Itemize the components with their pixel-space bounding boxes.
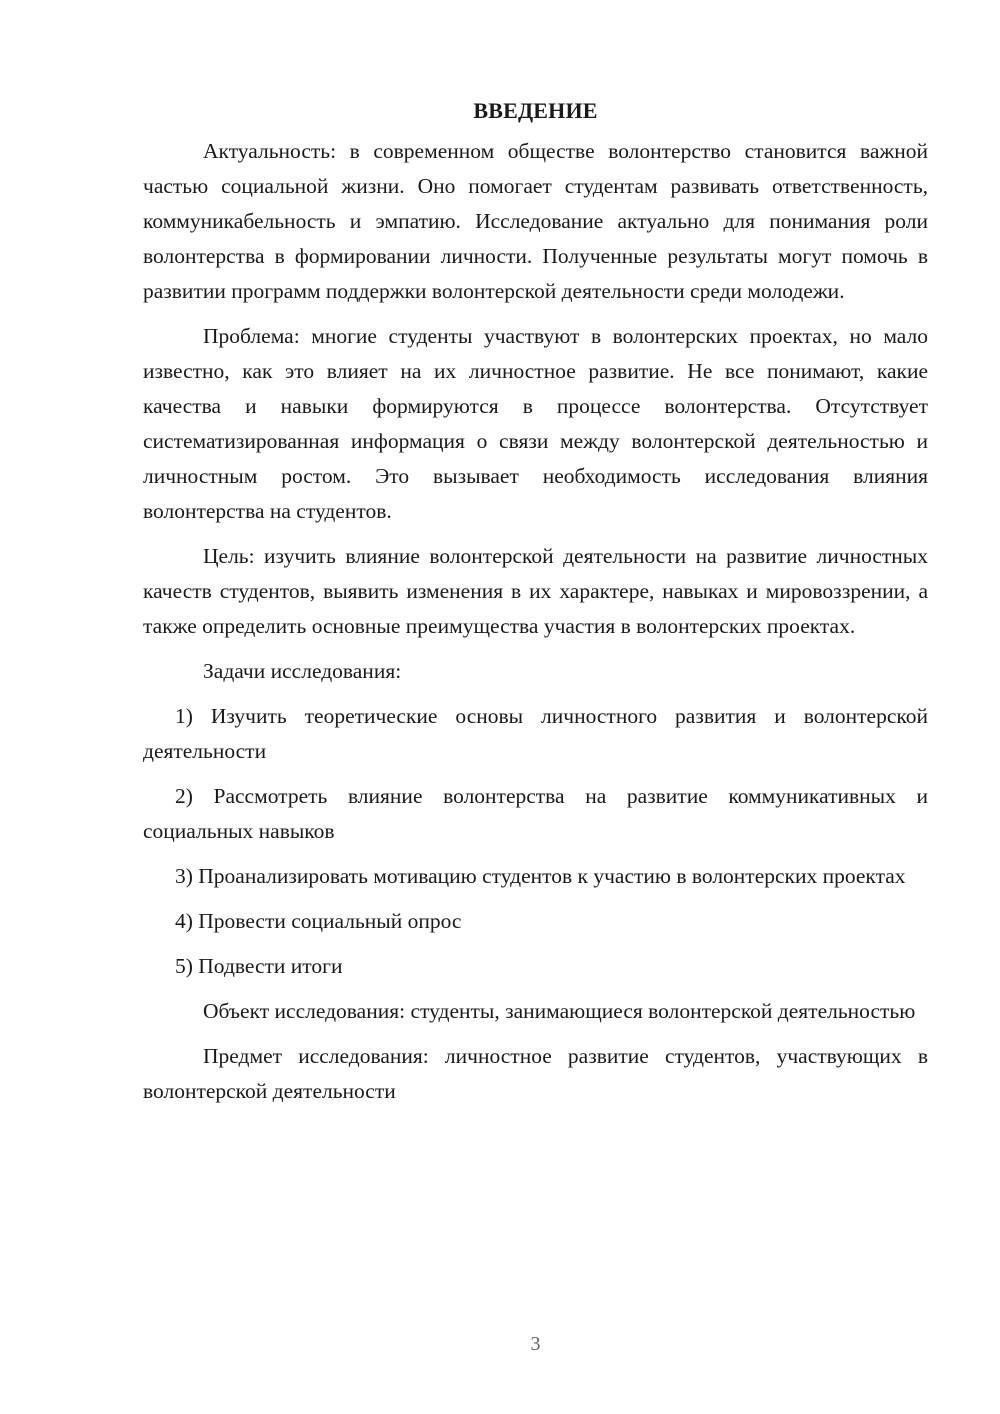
task-item-3: 3) Проанализировать мотивацию студентов к участию в волонтерских проектах [175, 864, 906, 888]
page-title: ВВЕДЕНИЕ [473, 98, 598, 123]
paragraph-relevance: Актуальность: в современном обществе волонтерство становится важной частью социальной жизни. Оно помогает студентам развивать ответственность, коммуникабельность и эмпатию. Исследование актуально для понимания роли волонтерства в формировании личности. Полученные результаты могут помочь в развитии программ поддержки волонтерской деятельности среди молодежи. [143, 139, 928, 303]
paragraph-goal: Цель: изучить влияние волонтерской деятельности на развитие личностных качеств студентов, выявить изменения в их характере, навыках и мировоззрении, а также определить основные преимущества участия в волонтерских проектах. [143, 544, 928, 638]
task-item-4: 4) Провести социальный опрос [175, 909, 462, 933]
paragraph-problem: Проблема: многие студенты участвуют в волонтерских проектах, но мало известно, как это влияет на их личностное развитие. Не все понимают, какие качества и навыки формируются в процессе волонтерства. Отсутствует систематизированная информация о связи между волонтерской деятельностью и личностным ростом. Это вызывает необходимость исследования влияния волонтерства на студентов. [143, 324, 928, 523]
task-item-2: 2) Рассмотреть влияние волонтерства на развитие коммуникативных и социальных навыков [143, 784, 928, 843]
paragraph-tasks-heading: Задачи исследования: [203, 659, 402, 683]
page-number: 3 [530, 1333, 541, 1355]
paragraph-subject: Предмет исследования: личностное развитие студентов, участвующих в волонтерской деятельности [143, 1044, 928, 1103]
document-page [143, 96, 928, 1119]
task-item-5: 5) Подвести итоги [175, 954, 343, 978]
paragraph-object: Объект исследования: студенты, занимающиеся волонтерской деятельностью [203, 999, 916, 1023]
task-item-1: 1) Изучить теоретические основы личностного развития и волонтерской деятельности [143, 704, 928, 763]
